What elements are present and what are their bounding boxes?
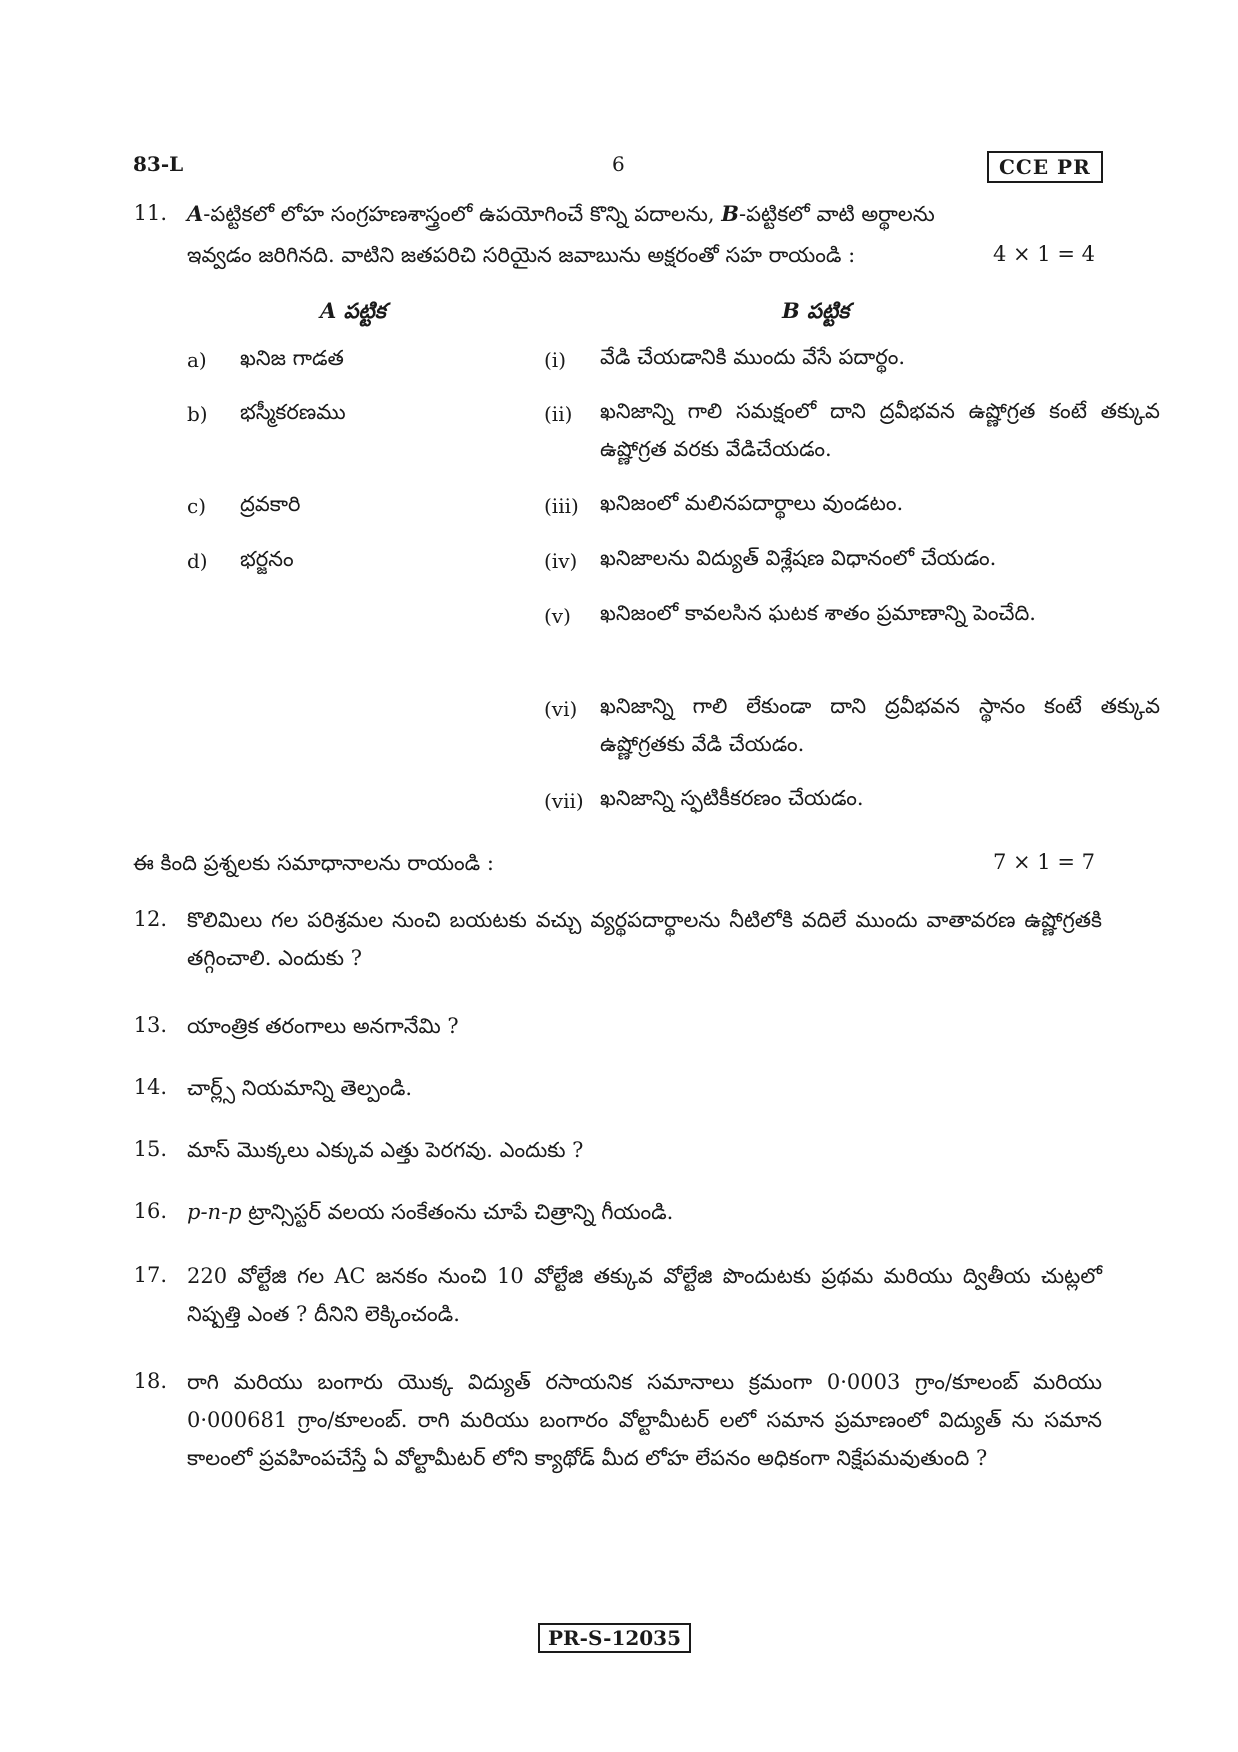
question-11-text-b: -పట్టికలో వాటి అర్థాలను — [738, 202, 935, 226]
question-number: 17. — [133, 1263, 167, 1287]
column-a-ref: A — [187, 201, 204, 226]
section-instruction: ఈ కింది ప్రశ్నలకు సమాధానాలను రాయండి : — [133, 851, 494, 875]
column-a-item: భర్జనం — [240, 547, 294, 571]
question-number: 16. — [133, 1199, 167, 1223]
transistor-type: p-n-p — [187, 1200, 242, 1224]
question-11-text-a: -పట్టికలో లోహ సంగ్రహణశాస్త్రంలో ఉపయోగించే కొన్ని పదాలను, — [203, 202, 722, 226]
column-b-label: (i) — [544, 348, 567, 372]
column-b-label: (v) — [544, 604, 571, 628]
column-b-label: (ii) — [544, 402, 573, 426]
column-b-item: ఖనిజాన్ని స్ఫటికీకరణం చేయడం. — [600, 786, 864, 810]
column-b-item: వేడి చేయడానికి ముందు వేసే పదార్థం. — [600, 345, 906, 369]
column-a-label: b) — [187, 402, 208, 426]
footer-code: PR-S-12035 — [538, 1623, 691, 1653]
column-b-item: ఖనిజాన్ని గాలి సమక్షంలో దాని ద్రవీభవన ఉష్ణోగ్రత కంటే తక్కువ ఉష్ణోగ్రత వరకు వేడిచేయడం. — [600, 399, 1160, 461]
column-b-label: (iii) — [544, 494, 579, 518]
page-number: 6 — [612, 152, 625, 176]
question-11-marks: 4 × 1 = 4 — [993, 242, 1095, 266]
column-b-label: (vii) — [544, 789, 584, 813]
question-number: 13. — [133, 1013, 167, 1037]
exam-type-badge: CCE PR — [987, 151, 1103, 183]
question-number: 12. — [133, 907, 167, 931]
question-number: 11. — [133, 201, 167, 225]
question-16-text — [187, 1193, 1102, 1231]
question-12-text: కొలిమిలు గల పరిశ్రమల నుంచి బయటకు వచ్చు వ్యర్థపదార్థాలను నీటిలోకి వదిలే ముందు వాతావరణ ఉష్ణోగ్రతకి తగ్గించాలి. ఎందుకు ? — [187, 908, 1102, 970]
question-17-text: 220 వోల్టేజి గల AC జనకం నుంచి 10 వోల్టేజి తక్కువ వోల్టేజి పొందుటకు ప్రథమ మరియు ద్వితీయ చుట్లలో నిష్పత్తి ఎంత ? దీనిని లెక్కించండి. — [187, 1264, 1102, 1326]
column-a-label: d) — [187, 549, 208, 573]
question-15-text: మాస్ మొక్కలు ఎక్కువ ఎత్తు పెరగవు. ఎందుకు ? — [187, 1138, 584, 1162]
question-18-text: రాగి మరియు బంగారు యొక్క విద్యుత్ రసాయనిక సమానాలు క్రమంగా 0·0003 గ్రాం/కూలంబ్ మరియు 0·000681 గ్రాం/కూలంబ్. రాగి మరియు బంగారం వోల్టామీటర్ లలో సమాన ప్రమాణంలో విద్యుత్ ను సమాన కాలంలో ప్రవహింపచేస్తే ఏ వోల్టామీటర్ లోని క్యాథోడ్ మీద లోహ లేపనం అధికంగా నిక్షేపమవుతుంది ? — [187, 1370, 1102, 1470]
column-a-item: ద్రవకారి — [240, 492, 301, 516]
question-11-line1 — [187, 195, 1102, 233]
paper-code: 83-L — [133, 152, 184, 176]
column-a-label: a) — [187, 348, 207, 372]
question-13-text: యాంత్రిక తరంగాలు అనగానేమి ? — [187, 1014, 459, 1038]
question-16-body: ట్రాన్సిస్టర్ వలయ సంకేతంను చూపే చిత్రాన్ని గీయండి. — [241, 1200, 674, 1224]
question-number: 15. — [133, 1137, 167, 1161]
column-a-heading: A పట్టిక — [320, 298, 386, 323]
column-b-item: ఖనిజంలో మలినపదార్థాలు వుండటం. — [600, 491, 904, 515]
column-a-item: ఖనిజ గాడత — [240, 346, 344, 370]
section-marks: 7 × 1 = 7 — [993, 850, 1095, 874]
column-b-ref: B — [721, 201, 739, 226]
column-b-item: ఖనిజంలో కావలసిన ఘటక శాతం ప్రమాణాన్ని పెంచేది. — [600, 601, 1036, 625]
column-b-item: ఖనిజాలను విద్యుత్ విశ్లేషణ విధానంలో చేయడం. — [600, 546, 997, 570]
question-number: 14. — [133, 1075, 167, 1099]
column-a-label: c) — [187, 494, 207, 518]
column-a-item: భస్మీకరణము — [240, 400, 346, 424]
column-b-heading: B పట్టిక — [782, 298, 850, 323]
question-number: 18. — [133, 1369, 167, 1393]
column-b-item: ఖనిజాన్ని గాలి లేకుండా దాని ద్రవీభవన స్థానం కంటే తక్కువ ఉష్ణోగ్రతకు వేడి చేయడం. — [600, 694, 1160, 756]
column-b-label: (iv) — [544, 549, 578, 573]
column-b-label: (vi) — [544, 697, 578, 721]
question-11-line2: ఇవ్వడం జరిగినది. వాటిని జతపరిచి సరియైన జవాబును అక్షరంతో సహ రాయండి : — [187, 243, 856, 267]
question-14-text: చార్ల్స్ నియమాన్ని తెల్పండి. — [187, 1076, 413, 1100]
